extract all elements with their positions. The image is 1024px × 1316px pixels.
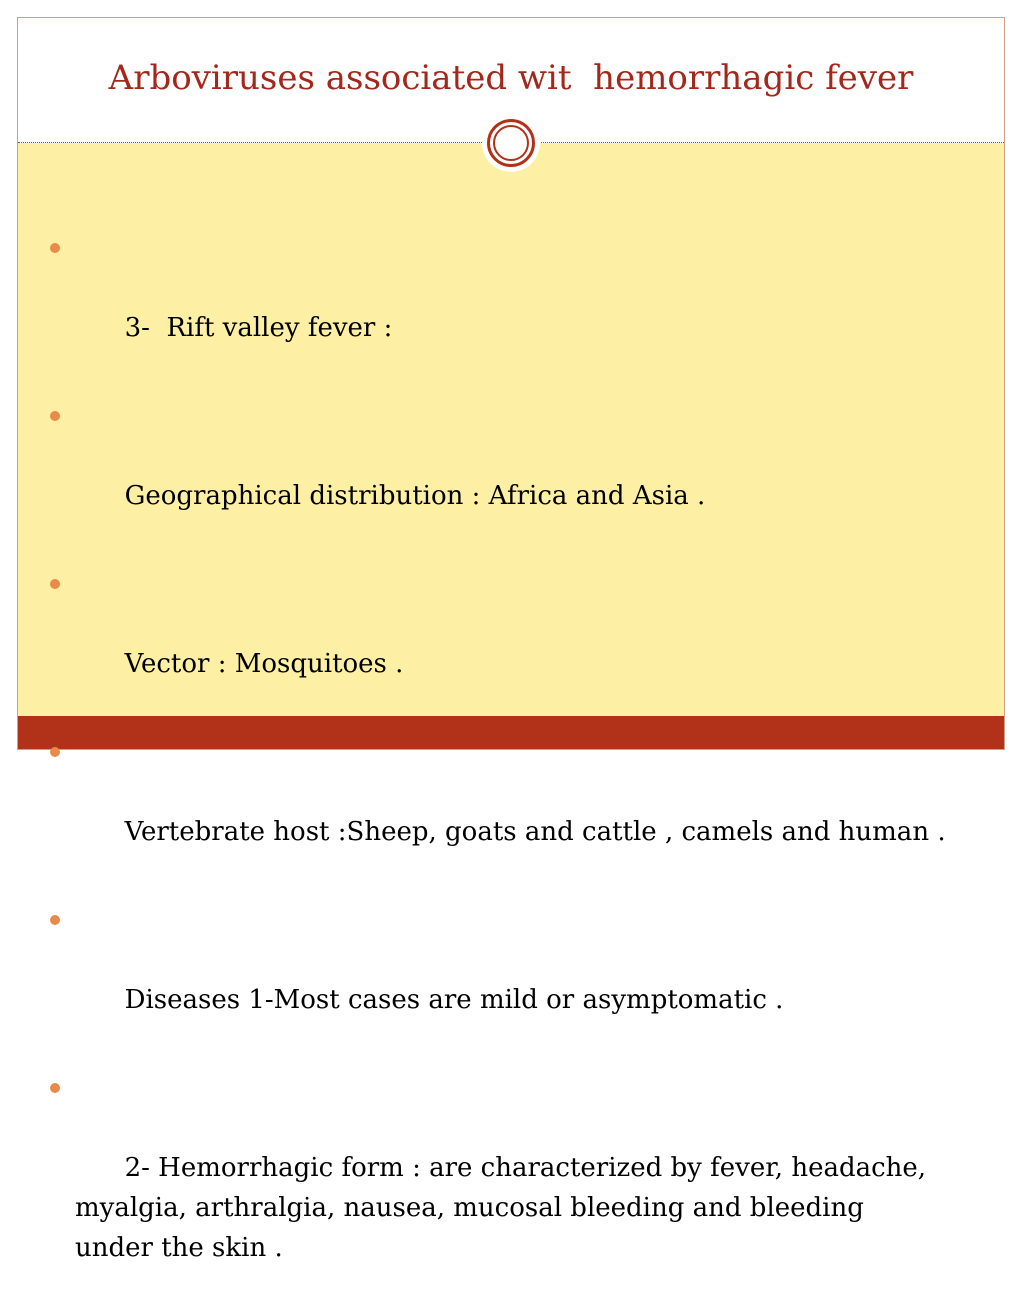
bullet-dot-icon: [50, 243, 60, 253]
slide-title: Arboviruses associated wit hemorrhagic fever: [108, 58, 914, 98]
bullet-dot-icon: [50, 579, 60, 589]
bullet-item: [48, 228, 948, 388]
bullet-dot-icon: [50, 1083, 60, 1093]
bullet-text: Geographical distribution : Africa and Asia .: [124, 481, 706, 511]
bullet-text: Vector : Mosquitoes .: [124, 649, 404, 679]
bullet-list: [48, 228, 948, 1316]
bullet-text: 2- Hemorrhagic form : are characterized by fever, headache, myalgia, arthralgia, nausea, mucosal bleeding and bleeding under the skin .: [75, 1153, 935, 1263]
bullet-dot-icon: [50, 915, 60, 925]
bullet-dot-icon: [50, 411, 60, 421]
bullet-item: [48, 396, 948, 556]
bullet-item: [48, 732, 948, 892]
bullet-text: Diseases 1-Most cases are mild or asymptomatic .: [124, 985, 784, 1015]
bullet-item: [48, 564, 948, 724]
bullet-item: [48, 900, 948, 1060]
bullet-dot-icon: [50, 747, 60, 757]
ornament-ring-inner-icon: [493, 125, 529, 161]
bullet-text: Vertebrate host :Sheep, goats and cattle , camels and human .: [124, 817, 946, 847]
bullet-item: [48, 1068, 948, 1308]
bullet-text: 3- Rift valley fever :: [124, 313, 393, 343]
